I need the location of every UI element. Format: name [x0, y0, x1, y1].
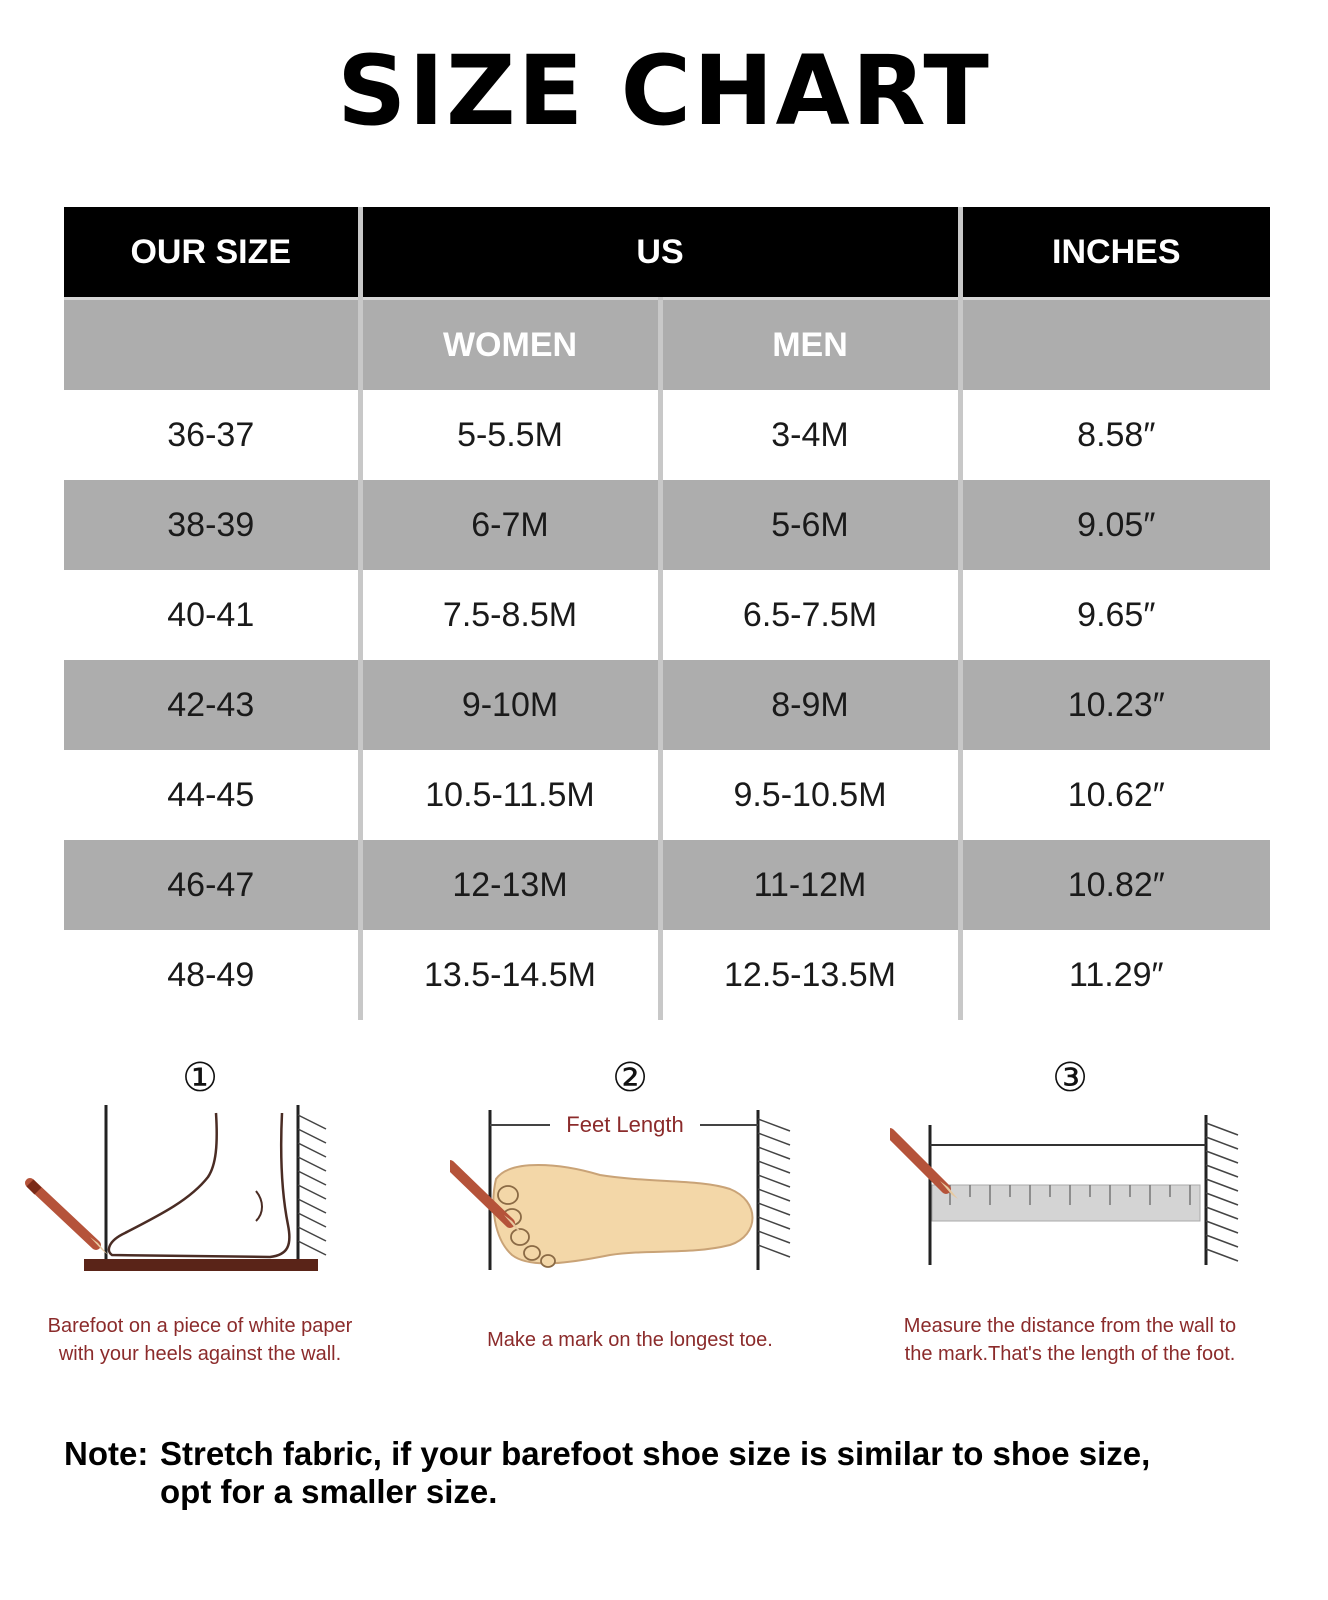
cell-women: 9-10M	[360, 660, 660, 750]
cell-our-size: 44-45	[64, 750, 360, 840]
cell-inches: 11.29″	[960, 930, 1270, 1020]
caption-line: Barefoot on a piece of white paper	[47, 1315, 353, 1337]
step-caption	[450, 1326, 810, 1354]
caption-line: Make a mark on the longest toe.	[487, 1329, 773, 1351]
wall-hatch-icon	[298, 1115, 326, 1255]
cell-women: 12-13M	[360, 840, 660, 930]
table-row	[64, 930, 1270, 1020]
step-number: ③	[1052, 1056, 1088, 1100]
cell-our-size: 46-47	[64, 840, 360, 930]
header-us: US	[360, 207, 960, 299]
header-our-size: OUR SIZE	[64, 207, 360, 299]
cell-women: 7.5-8.5M	[360, 570, 660, 660]
cell-our-size: 48-49	[64, 930, 360, 1020]
cell-women: 6-7M	[360, 480, 660, 570]
note-line-2: opt for a smaller size.	[160, 1473, 498, 1510]
cell-inches: 9.05″	[960, 480, 1270, 570]
table-subheader-row	[64, 299, 1270, 391]
subheader-women: WOMEN	[360, 299, 660, 391]
table-header-row	[64, 207, 1270, 299]
pencil-icon	[30, 1183, 108, 1255]
cell-men: 9.5-10.5M	[660, 750, 960, 840]
caption-line: with your heels against the wall.	[58, 1343, 342, 1365]
caption-line: Measure the distance from the wall to	[903, 1315, 1237, 1337]
subheader-empty	[64, 299, 360, 391]
cell-women: 5-5.5M	[360, 390, 660, 480]
feet-length-label: Feet Length	[566, 1112, 684, 1137]
table-row	[64, 750, 1270, 840]
cell-our-size: 36-37	[64, 390, 360, 480]
cell-inches: 9.65″	[960, 570, 1270, 660]
step-number: ①	[182, 1056, 218, 1100]
note-line-1	[64, 1435, 1294, 1473]
table-row	[64, 480, 1270, 570]
caption-line: the mark.That's the length of the foot.	[904, 1343, 1236, 1365]
wall-hatch-icon	[758, 1119, 790, 1257]
step-2	[450, 1050, 810, 1390]
pencil-icon	[890, 1133, 958, 1199]
cell-our-size: 38-39	[64, 480, 360, 570]
table-row	[64, 570, 1270, 660]
measuring-steps	[0, 1050, 1328, 1390]
step-number: ②	[612, 1056, 648, 1100]
table-row	[64, 390, 1270, 480]
cell-men: 5-6M	[660, 480, 960, 570]
cell-inches: 10.23″	[960, 660, 1270, 750]
cell-women: 10.5-11.5M	[360, 750, 660, 840]
cell-inches: 10.82″	[960, 840, 1270, 930]
foot-length-illustration	[450, 1105, 810, 1305]
page-title: SIZE CHART	[337, 35, 991, 147]
note	[64, 1435, 1294, 1511]
step-caption	[20, 1312, 380, 1368]
note-label: Note:	[64, 1435, 149, 1472]
ruler-icon	[932, 1185, 1200, 1221]
foot-side-icon	[109, 1113, 289, 1257]
cell-inches: 8.58″	[960, 390, 1270, 480]
note-text: Stretch fabric, if your barefoot shoe size is similar to shoe size,	[160, 1435, 1151, 1472]
paper-icon	[84, 1259, 318, 1271]
cell-men: 11-12M	[660, 840, 960, 930]
heel-against-wall-illustration	[20, 1105, 380, 1305]
table-row	[64, 660, 1270, 750]
cell-our-size: 42-43	[64, 660, 360, 750]
table-row	[64, 840, 1270, 930]
subheader-men: MEN	[660, 299, 960, 391]
cell-inches: 10.62″	[960, 750, 1270, 840]
ruler-measure-illustration	[890, 1105, 1270, 1305]
cell-men: 6.5-7.5M	[660, 570, 960, 660]
step-caption	[870, 1312, 1270, 1368]
cell-our-size: 40-41	[64, 570, 360, 660]
step-3	[890, 1050, 1250, 1390]
step-1	[20, 1050, 380, 1390]
cell-men: 3-4M	[660, 390, 960, 480]
cell-men: 12.5-13.5M	[660, 930, 960, 1020]
size-chart-table	[64, 207, 1270, 1020]
cell-men: 8-9M	[660, 660, 960, 750]
header-inches: INCHES	[960, 207, 1270, 299]
subheader-empty	[960, 299, 1270, 391]
wall-hatch-icon	[1206, 1123, 1238, 1261]
cell-women: 13.5-14.5M	[360, 930, 660, 1020]
